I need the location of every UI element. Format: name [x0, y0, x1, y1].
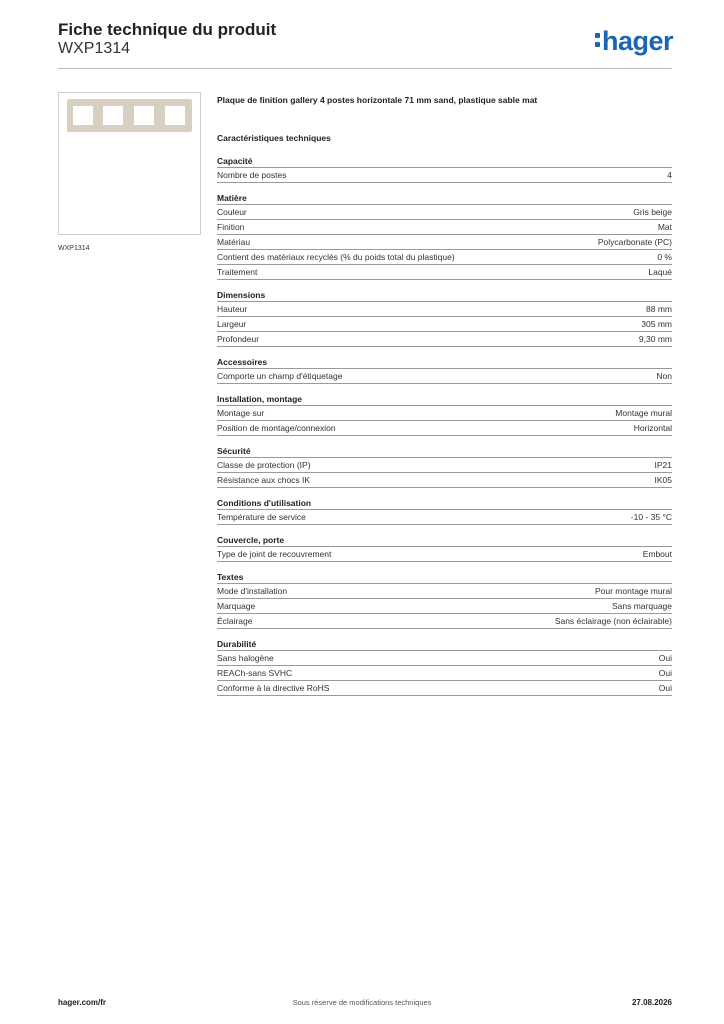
spec-sections [217, 155, 672, 696]
spec-row [217, 666, 672, 681]
footer-date: 27.08.2026 [631, 998, 672, 1007]
spec-row [217, 599, 672, 614]
plate-slot [103, 106, 123, 125]
spec-row [217, 421, 672, 436]
spec-value: Non [656, 371, 672, 381]
logo-text: hager [602, 26, 674, 56]
spec-section [217, 534, 672, 562]
spec-section [217, 571, 672, 629]
spec-value: Sans marquage [611, 601, 672, 611]
spec-value: Oui [658, 683, 672, 693]
section-title: Sécurité [217, 445, 672, 458]
product-image [58, 92, 201, 235]
product-reference: WXP1314 [58, 40, 131, 57]
section-title: Capacité [217, 155, 672, 168]
spec-row [217, 547, 672, 562]
spec-label: Couleur [217, 207, 247, 217]
spec-value: Horizontal [633, 423, 672, 433]
spec-label: Contient des matériaux recyclés (% du poids total du plastique) [217, 252, 455, 262]
section-title: Matière [217, 192, 672, 205]
page-title: Fiche technique du produit [58, 20, 277, 39]
spec-value: Polycarbonate (PC) [597, 237, 672, 247]
spec-row [217, 168, 672, 183]
spec-row [217, 369, 672, 384]
spec-label: Classe de protection (IP) [217, 460, 311, 470]
plate-slot [73, 106, 93, 125]
spec-section [217, 497, 672, 525]
spec-label: Position de montage/connexion [217, 423, 336, 433]
spec-value: 88 mm [646, 304, 672, 314]
spec-value: Embout [642, 549, 672, 559]
spec-label: Type de joint de recouvrement [217, 549, 332, 559]
spec-label: Résistance aux chocs IK [217, 475, 311, 485]
spec-row [217, 265, 672, 280]
spec-row [217, 317, 672, 332]
spec-value: Gris beige [633, 207, 672, 217]
spec-value: -10 - 35 °C [630, 512, 672, 522]
spec-value: Oui [658, 668, 672, 678]
spec-label: Matériau [217, 237, 251, 247]
image-caption: WXP1314 [58, 245, 90, 252]
spec-label: Conforme à la directive RoHS [217, 683, 330, 693]
section-title: Textes [217, 571, 672, 584]
spec-label: Éclairage [217, 616, 253, 626]
header-divider [58, 68, 672, 69]
spec-value: Pour montage mural [594, 586, 672, 596]
spec-section [217, 192, 672, 280]
tech-specs-heading: Caractéristiques techniques [217, 133, 331, 143]
spec-label: Mode d'installation [217, 586, 288, 596]
spec-section [217, 445, 672, 488]
spec-value: Mat [657, 222, 672, 232]
spec-row [217, 205, 672, 220]
spec-value: 9,30 mm [638, 334, 672, 344]
spec-row [217, 220, 672, 235]
spec-section [217, 289, 672, 347]
spec-value: IK05 [654, 475, 672, 485]
spec-value: Laqué [648, 267, 672, 277]
spec-section [217, 155, 672, 183]
spec-row [217, 332, 672, 347]
section-title: Dimensions [217, 289, 672, 302]
spec-label: Finition [217, 222, 245, 232]
section-title: Accessoires [217, 356, 672, 369]
spec-section [217, 393, 672, 436]
spec-row [217, 235, 672, 250]
spec-value: IP21 [654, 460, 672, 470]
hager-logo[interactable] [595, 26, 673, 56]
spec-row [217, 614, 672, 629]
plate-slot [134, 106, 154, 125]
spec-row [217, 302, 672, 317]
spec-row [217, 458, 672, 473]
spec-row [217, 250, 672, 265]
spec-value: 4 [667, 170, 672, 180]
spec-value: 0 % [657, 252, 672, 262]
logo-dots-icon [595, 29, 601, 49]
finishing-plate-illustration [67, 99, 192, 132]
spec-label: Profondeur [217, 334, 260, 344]
spec-value: 305 mm [641, 319, 672, 329]
spec-row [217, 681, 672, 696]
spec-row [217, 584, 672, 599]
footer-website-link[interactable]: hager.com/fr [58, 998, 107, 1007]
spec-label: Montage sur [217, 408, 265, 418]
spec-value: Sans éclairage (non éclairable) [554, 616, 672, 626]
section-title: Conditions d'utilisation [217, 497, 672, 510]
spec-section [217, 638, 672, 696]
section-title: Installation, montage [217, 393, 672, 406]
plate-slot [165, 106, 185, 125]
spec-label: Largeur [217, 319, 247, 329]
spec-label: Sans halogène [217, 653, 274, 663]
spec-label: Comporte un champ d'étiquetage [217, 371, 343, 381]
spec-label: Traitement [217, 267, 258, 277]
spec-row [217, 473, 672, 488]
spec-label: REACh-sans SVHC [217, 668, 293, 678]
spec-label: Hauteur [217, 304, 248, 314]
spec-value: Oui [658, 653, 672, 663]
spec-label: Température de service [217, 512, 306, 522]
spec-section [217, 356, 672, 384]
spec-row [217, 651, 672, 666]
section-title: Couvercle, porte [217, 534, 672, 547]
spec-content [217, 95, 672, 705]
spec-label: Nombre de postes [217, 170, 287, 180]
spec-row [217, 510, 672, 525]
section-title: Durabilité [217, 638, 672, 651]
spec-row [217, 406, 672, 421]
spec-value: Montage mural [615, 408, 672, 418]
spec-label: Marquage [217, 601, 256, 611]
product-description: Plaque de finition gallery 4 postes horizontale 71 mm sand, plastique sable mat [217, 95, 538, 105]
footer-note: Sous réserve de modifications techniques [292, 998, 432, 1007]
